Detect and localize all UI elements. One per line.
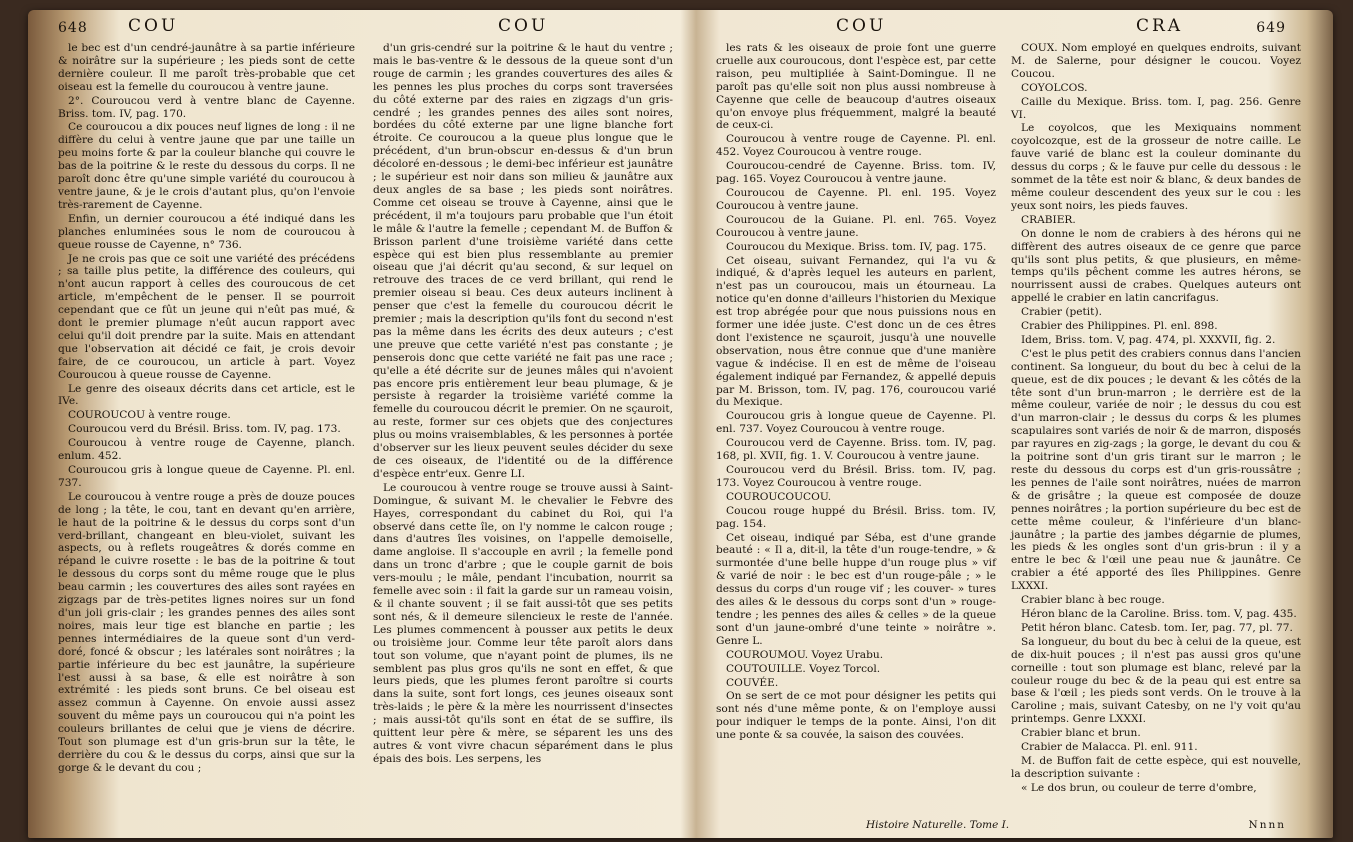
signature-mark: Nnnn (1248, 819, 1286, 831)
paragraph: CRABIER. (1021, 213, 1076, 226)
paragraph: le bec est d'un cendré-jaunâtre à sa partie inférieure & noirâtre sur la supérieure ; les pieds sont de cette dernière couleur. Il me paroît très-probable que cet oiseau est la femelle du couroucou à ventre jaune. (58, 42, 355, 93)
footer-note: Histoire Naturelle. Tome I. (866, 819, 1010, 831)
paragraph: Sa longueur, du bout du bec à celui de la queue, est de dix-huit pouces ; il n'est pas aussi gros qu'une corneille : tout son plumage est blanc, relevé par la couleur rouge du bec & de la peau qui est entre sa base & l'œil ; les pieds sont verds. On le trouve à la Caroline ; mais, suivant Catesby, on ne l'y voit qu'au printemps. Genre LXXXI. (1011, 635, 1301, 726)
running-head: COU (128, 16, 179, 36)
paragraph: COUVÉE. (726, 676, 779, 689)
paragraph: Crabier blanc à bec rouge. (1021, 594, 1165, 607)
paragraph: d'un gris-cendré sur la poitrine & le haut du ventre ; mais le bas-ventre & le dessous de la queue sont d'un rouge de carmin ; les grandes couvertures des ailes & les pennes les plus proches du corps sont traversées du côté externe par des raies en zigzags d'un gris-cendré ; les grandes pennes des ailes sont noires, bordées du côté externe par une ligne blanche fort étroite. Ce couroucou a la queue plus longue que le précédent, d'un brun-obscur en-dessus & d'un brun décoloré en-dessous ; le demi-bec inférieur est jaunâtre ; le supérieur est noir dans son milieu & jaunâtre aux deux angles de sa base ; les pieds sont noirâtres. Comme cet oiseau se trouve à Cayenne, ainsi que le précédent, il m'a toujours paru probable que l'un étoit le mâle & l'autre la femelle ; cependant M. de Buffon & Brisson parlent d'une troisième variété dans cette espèce qui est bien plus ressemblante au premier oiseau que j'ai décrit qu'au second, & sur lequel on retrouve des traces de ce verd brillant, qui rend le premier oiseau si beau. Ces deux auteurs inclinent à penser que c'est la femelle du couroucou décrit le premier ; mais la description qu'ils font du second n'est pas la même dans les écrits des deux auteurs ; c'est une preuve que cette variété n'est pas constante ; je penserois donc que cette variété ne fait pas une race ; qu'elle a été décrite sur de jeunes mâles qui n'avoient pas encore pris entièrement leur beau plumage, & je persiste à regarder la troisième variété comme la femelle du couroucou décrit le premier. On ne sçauroit, au reste, former sur ces objets que des conjectures plus ou moins vraisemblables, & les personnes à portée d'observer sur les lieux peuvent seules décider du sexe de ces oiseaux, de l'identité ou de la différence d'espèce entr'eux. Genre LI. (373, 42, 674, 480)
page-footer (716, 819, 1306, 833)
left-column-2 (373, 42, 673, 767)
open-book (28, 10, 1333, 838)
paragraph: C'est le plus petit des crabiers connus dans l'ancien continent. Sa longueur, du bout du bec à celui de la queue, est de dix pouces ; le devant & les côtés de la tête sont d'un brun-marron ; le derrière est de la même couleur, variée de noir ; le dessus du cou est d'un marron-clair ; le dessus du corps & les plumes scapulaires sont variés de noir & de marron, disposés par rayures en zig-zags ; la gorge, le devant du cou & la poitrine sont d'un gris tirant sur le marron ; le reste du dessous du corps est d'un gris-roussâtre ; les pennes de l'aile sont noirâtres, nuées de marron & de grisâtre ; la queue est composée de douze pennes noirâtres ; la portion supérieure du bec est de cette même couleur, & l'inférieure d'un blanc-jaunâtre ; la partie des jambes dégarnie de plumes, les pieds & les ongles sont d'un gris-brun : il y a entre le bec & l'œil une peau nue & jaunâtre. Ce crabier a été apporté des îles Philippines. Genre LXXXI. (1011, 347, 1301, 593)
paragraph: On se sert de ce mot pour désigner les petits qui sont nés d'une même ponte, & on l'employe aussi pour indiquer le temps de la ponte. Ainsi, l'on dit une ponte & sa couvée, la saison des couvées. (716, 690, 996, 742)
paragraph: Couroucou à ventre rouge de Cayenne, planch. enlum. 452. (58, 437, 355, 463)
paragraph: Idem, Briss. tom. V, pag. 474, pl. XXXVII, fig. 2. (1021, 333, 1276, 346)
paragraph: Crabier des Philippines. Pl. enl. 898. (1021, 320, 1218, 333)
paragraph: Cet oiseau, suivant Fernandez, qui l'a vu & indiqué, & d'après lequel les auteurs en parlent, n'est pas un couroucou, mais un étourneau. La notice qu'en donne d'ailleurs l'historien du Mexique est trop abrégée pour que nous puissions nous en former une idée juste. C'est donc un de ces êtres dont l'existence ne sçauroit, jusqu'à une nouvelle observation, nous être connue que d'une manière vague & indécise. Il en est de même de l'oiseau également indiqué par Fernandez, & appellé depuis par M. Brisson, tom. IV, pag. 176, couroucou varié du Mexique. (716, 254, 996, 409)
right-column-1 (716, 42, 996, 743)
paragraph: Couroucou verd de Cayenne. Briss. tom. IV, pag. 168, pl. XVII, fig. 1. V. Couroucou à ventre jaune. (716, 437, 996, 463)
right-column-2 (1011, 42, 1301, 796)
paragraph: « Le dos brun, ou couleur de terre d'ombre, (1021, 781, 1257, 794)
paragraph: Je ne crois pas que ce soit une variété des précédens ; sa taille plus petite, la différence des couleurs, qui n'ont aucun rapport à celles des couroucous de cet article, m'empêchent de le penser. Il se pourroit cependant que ce fût un jeune qui n'eût pas mué, & dont le premier plumage n'eût aucun rapport avec celui qu'il doit prendre par la suite. Mais en attendant que l'observation ait décidé ce fait, je crois devoir faire, de ce couroucou, un article à part. Voyez Couroucou à queue rousse de Cayenne. (58, 252, 355, 381)
paragraph: Crabier (petit). (1021, 306, 1102, 319)
right-page (716, 16, 1306, 838)
paragraph: Couroucou du Mexique. Briss. tom. IV, pag. 175. (726, 240, 987, 253)
paragraph: Héron blanc de la Caroline. Briss. tom. V, pag. 435. (1021, 607, 1297, 620)
paragraph: COYOLCOS. (1021, 81, 1088, 94)
paragraph: COUROUCOUCOU. (726, 490, 832, 503)
paragraph: Le couroucou à ventre rouge a près de douze pouces de long ; la tête, le cou, tant en devant qu'en arrière, le haut de la poitrine & le dessus du corps sont d'un verd-brillant, changeant en bleu-violet, suivant les aspects, ou à reflets rougeâtres & dorés comme en répand le cuivre rosette : le bas de la poitrine & tout le dessous du corps sont du même rouge que le plus beau carmin ; les couvertures des ailes sont rayées en zigzags par de très-petites lignes noires sur un fond d'un joli gris-clair ; les grandes pennes des ailes sont noires, mais leur tige est blanche en partie ; les pennes intermédiaires de la queue sont d'un verd-doré, foncé & obscur ; les latérales sont noirâtres ; la partie inférieure du bec est jaunâtre, la supérieure l'est aussi à sa base, & elle est noirâtre à son extrémité : les pieds sont bruns. Ce bel oiseau est assez commun à Cayenne. On envoie aussi assez souvent du même pays un couroucou qui n'a point les couleurs brillantes de celui que je viens de décrire. Tout son plumage est d'un gris-brun sur la tête, le derrière du cou & le dessus du corps, ainsi que sur la gorge & le devant du cou ; (58, 490, 355, 774)
paragraph: Cet oiseau, indiqué par Séba, est d'une grande beauté : « Il a, dit-il, la tête d'un rouge-tendre, » & surmontée d'une belle huppe d'un rouge plus » vif & varié de noir : le bec est d'un rouge-pâle ; » le dessus du corps d'un rouge vif ; les couver- » tures des ailes & le dessous du corps sont d'un » rouge-tendre ; les pennes des ailes & celles » de la queue sont d'un jaune-ombré d'une teinte » noirâtre ». Genre L. (716, 531, 996, 647)
paragraph: les rats & les oiseaux de proie font une guerre cruelle aux couroucous, dont l'espèce est, par cette raison, peu multipliée à Saint-Domingue. Il ne paroît pas qu'elle soit non plus aussi nombreuse à Cayenne que celle de beaucoup d'autres oiseaux qu'on envoye plus fréquemment, malgré la beauté de ceux-ci. (716, 42, 996, 132)
paragraph: Coucou rouge huppé du Brésil. Briss. tom. IV, pag. 154. (716, 504, 996, 530)
running-head-left: COU (836, 16, 887, 36)
paragraph: Crabier blanc et brun. (1021, 727, 1141, 740)
left-page (58, 16, 683, 838)
paragraph: Le coyolcos, que les Mexiquains nomment coyolcozque, est de la grosseur de notre caille. Le fauve varié de blanc est la couleur dominante du dessus du corps ; & le fauve pur celle du dessous : le sommet de la tête est noir & blanc, & deux bandes de même couleur descendent des yeux sur le cou : les yeux sont noirs, les pieds fauves. (1011, 122, 1301, 212)
left-page-header (58, 16, 683, 40)
paragraph: On donne le nom de crabiers à des hérons qui ne diffèrent des autres oiseaux de ce genre que parce qu'ils sont plus petits, & que plusieurs, en même-temps qu'ils pêchent comme les autres hérons, se nourrissent aussi de crabes. Quelques auteurs ont appellé le crabier en latin cancrifagus. (1011, 227, 1301, 305)
left-column-1 (58, 42, 355, 776)
paragraph: Le couroucou à ventre rouge se trouve aussi à Saint-Domingue, & suivant M. le chevalier le Febvre des Hayes, correspondant du cabinet du Roi, qui l'a observé dans cette île, on l'y nomme le calcon rouge ; dans d'autres îles voisines, on l'appelle demoiselle, dame angloise. Il s'accouple en avril ; la femelle pond dans un tronc d'arbre ; que le couple garnit de bois vers-moulu ; le mâle, pendant l'incubation, nourrit sa femelle avec soin : il fait la garde sur un rameau voisin, & il chante souvent ; il se fait aussi-tôt que ses petits sont nés, & il demeure silencieux le reste de l'année. Les plumes commencent à pousser aux petits le deux ou troisième jour. Comme leur tête paroît alors dans tout son volume, que n'ayant point de plumes, ils ne semblent pas plus gros qu'ils ne sont en effet, & que leurs pieds, que les plumes feront paroître si courts dans la suite, sont fort longs, ces jeunes oiseaux sont très-laids ; le père & la mère les nourrissent d'insectes ; mais aussi-tôt qu'ils sont en état de se suffire, ils quittent leur père & mère, se séparent les uns des autres & vont vivre chacun séparément dans le plus épais des bois. Les serpens, les (373, 481, 673, 765)
paragraph: COUROUCOU à ventre rouge. (68, 409, 231, 422)
paragraph: Couroucou gris à longue queue de Cayenne. Pl. enl. 737. Voyez Couroucou à ventre rouge. (716, 410, 996, 436)
paragraph: Couroucou de Cayenne. Pl. enl. 195. Voyez Couroucou à ventre jaune. (716, 186, 996, 212)
paragraph: 2°. Couroucou verd à ventre blanc de Cayenne. Briss. tom. IV, pag. 170. (58, 94, 355, 120)
paragraph: Ce couroucou a dix pouces neuf lignes de long : il ne diffère du celui à ventre jaune que par une taille un peu moins forte & par la couleur blanche qui couvre le bas de la poitrine & le reste du dessous du corps. Il ne paroît donc être qu'une simple variété du couroucou à ventre jaune, & je le crois d'autant plus, qu'on l'envoie très-rarement de Cayenne. (58, 121, 355, 211)
paragraph: Couroucou de la Guiane. Pl. enl. 765. Voyez Couroucou à ventre jaune. (716, 213, 996, 239)
paragraph: Petit héron blanc. Catesb. tom. Ier, pag. 77, pl. 77. (1021, 621, 1293, 634)
right-page-header (716, 16, 1306, 40)
page-number: 649 (1256, 20, 1286, 36)
paragraph: COUTOUILLE. Voyez Torcol. (726, 662, 881, 675)
paragraph: COUX. Nom employé en quelques endroits, suivant M. de Salerne, pour désigner le coucou. Voyez Coucou. (1011, 42, 1301, 80)
paragraph: Caille du Mexique. Briss. tom. I, pag. 256. Genre VI. (1011, 95, 1301, 121)
paragraph: Couroucou verd du Brésil. Briss. tom. IV, pag. 173. (68, 423, 341, 436)
paragraph: Couroucou à ventre rouge de Cayenne. Pl. enl. 452. Voyez Couroucou à ventre rouge. (716, 133, 996, 159)
paragraph: Couroucou gris à longue queue de Cayenne. Pl. enl. 737. (58, 464, 355, 489)
paragraph: M. de Buffon fait de cette espèce, qui est nouvelle, la description suivante : (1011, 754, 1301, 780)
paragraph: Couroucou-cendré de Cayenne. Briss. tom. IV, pag. 165. Voyez Couroucou à ventre jaune. (716, 160, 996, 186)
paragraph: Le genre des oiseaux décrits dans cet article, est le IVe. (58, 382, 355, 408)
running-head: CRA (1136, 16, 1184, 36)
paragraph: Couroucou verd du Brésil. Briss. tom. IV, pag. 173. Voyez Couroucou à ventre rouge. (716, 464, 996, 489)
paragraph: Crabier de Malacca. Pl. enl. 911. (1021, 741, 1198, 754)
running-head-center: COU (498, 16, 549, 36)
paragraph: COUROUMOU. Voyez Urabu. (726, 648, 884, 661)
page-number: 648 (58, 20, 88, 36)
paragraph: Enfin, un dernier couroucou a été indiqué dans les planches enluminées sous le nom de couroucou à queue rousse de Cayenne, n° 736. (58, 212, 355, 251)
